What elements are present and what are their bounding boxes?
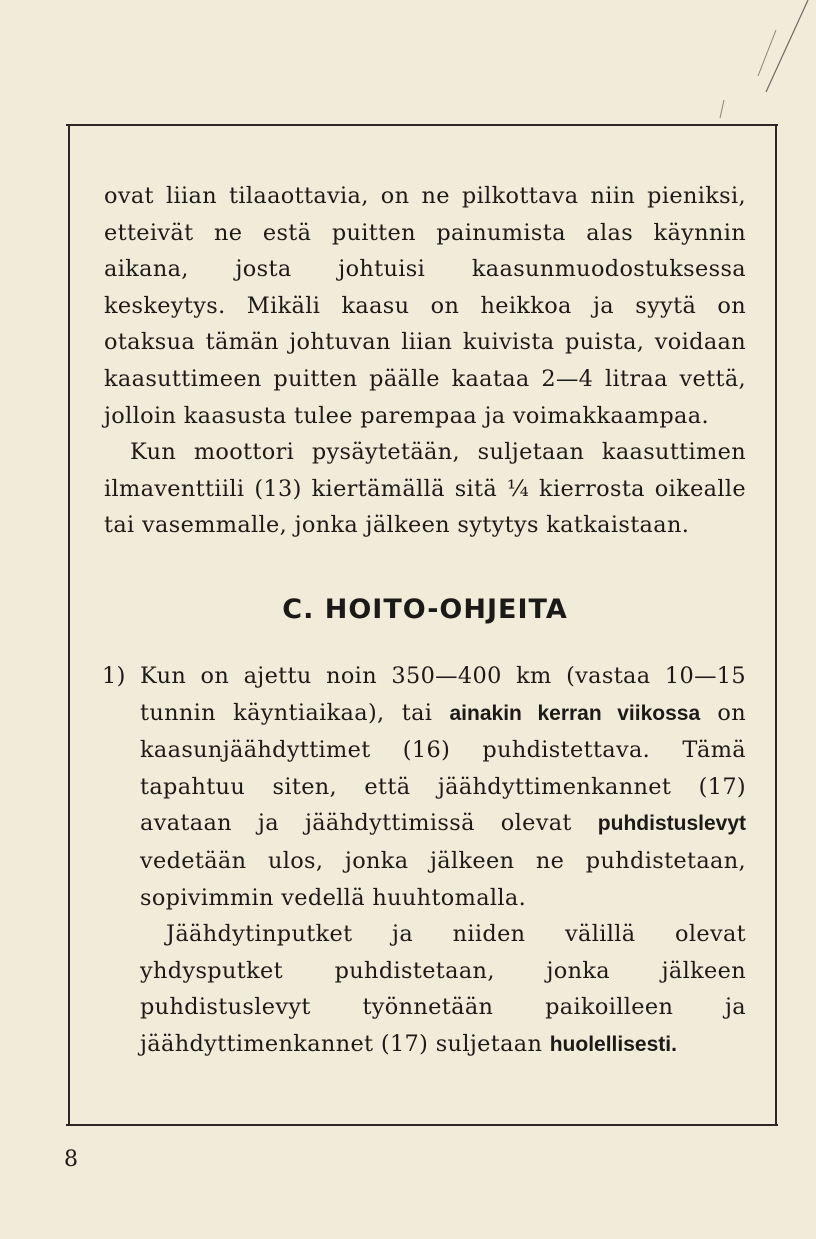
paragraph-stopping-engine: Kun moottori pysäytetään, suljetaan kaasuttimen ilmaventtiili (13) kiertämällä sitä ¼ kierrosta oikealle tai vasemmalle, jonka jälkeen sytytys katkaistaan. (104, 439, 746, 539)
text-segment: on kaasunjäähdyttimet (16) puhdistettava. Tämä tapahtuu siten, että jäähdyttimenkannet (17) avataan ja jäähdyttimissä olevat (140, 699, 746, 837)
emphasis-cleaning-plates: puhdistuslevyt (597, 812, 746, 836)
page-body (104, 178, 746, 1063)
list-item (104, 658, 746, 1064)
text-segment: Kun on ajettu noin 350—400 km (vastaa 10—15 tunnin käyntiaikaa), tai (140, 662, 746, 726)
emphasis-weekly: ainakin kerran viikossa (449, 701, 701, 725)
paragraph-gas-quality: ovat liian tilaaottavia, on ne pilkottava niin pieniksi, etteivät ne estä puitten painumista alas käynnin aikana, josta johtuisi kaasunmuodostuksessa keskeytys. Mikäli kaasu on heikkoa ja syytä on otaksua tämän johtuvan liian kuivista puista, voidaan kaasuttimeen puitten päälle kaataa 2—4 litraa vettä, jolloin kaasusta tulee parempaa ja voimakkaampaa. (104, 183, 746, 429)
left-border (68, 124, 70, 1126)
pencil-mark-icon (700, 0, 816, 125)
bottom-border (66, 1124, 778, 1126)
right-border (775, 124, 777, 1126)
text-segment: vedetään ulos, jonka jälkeen ne puhdistetaan, sopivimmin vedellä huuhtomalla. (140, 847, 746, 911)
emphasis-carefully: huolellisesti. (549, 1032, 677, 1056)
section-heading: C. HOITO-OHJEITA (282, 593, 568, 625)
list-item-number: 1) (102, 662, 126, 689)
text-segment: Jäähdytinputket ja niiden välillä olevat yhdysputket puhdistetaan, jonka jälkeen puhdistuslevyt työnnetään paikoilleen ja jäähdyttimenkannet (17) suljetaan (140, 921, 746, 1057)
list-item-continuation (140, 916, 746, 1063)
top-border (66, 124, 778, 126)
list-item-text (140, 658, 746, 916)
page-number: 8 (64, 1147, 78, 1172)
